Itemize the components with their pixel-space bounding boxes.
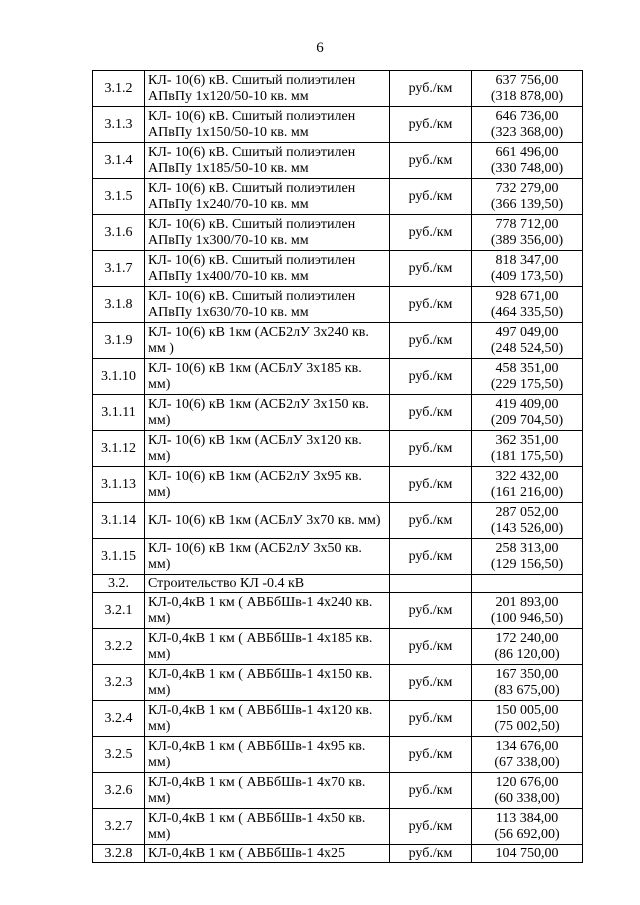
- item-name: КЛ- 10(6) кВ. Сшитый полиэтилен АПвПу 1х630/70-10 кв. мм: [145, 287, 390, 323]
- item-price-cell: [472, 395, 583, 431]
- item-price-half: (83 675,00): [494, 682, 560, 698]
- item-code: 3.1.10: [93, 359, 145, 395]
- item-price: 134 676,00: [495, 738, 559, 754]
- item-price-half: (209 704,50): [490, 412, 564, 428]
- item-code: 3.1.9: [93, 323, 145, 359]
- item-unit: руб./км: [390, 539, 472, 575]
- item-code: 3.2.: [93, 575, 145, 593]
- item-name: КЛ- 10(6) кВ 1км (АСБ2лУ 3х150 кв. мм): [145, 395, 390, 431]
- item-price-cell: [472, 71, 583, 107]
- item-unit: руб./км: [390, 701, 472, 737]
- item-code: 3.2.4: [93, 701, 145, 737]
- page-number: 6: [316, 40, 324, 56]
- item-price-half: (181 175,50): [490, 448, 564, 464]
- table-row: [93, 539, 583, 575]
- item-price-cell: [472, 143, 583, 179]
- item-price-cell: [472, 503, 583, 539]
- item-price: 362 351,00: [495, 432, 559, 448]
- item-price: 104 750,00: [495, 845, 559, 861]
- item-unit: руб./км: [390, 809, 472, 845]
- item-price-cell: [472, 575, 583, 593]
- table-row: [93, 737, 583, 773]
- item-price: 778 712,00: [495, 216, 559, 232]
- item-price-cell: [472, 701, 583, 737]
- item-price: 113 384,00: [495, 810, 559, 826]
- item-unit: руб./км: [390, 737, 472, 773]
- item-unit: руб./км: [390, 845, 472, 863]
- item-name: КЛ- 10(6) кВ. Сшитый полиэтилен АПвПу 1х120/50-10 кв. мм: [145, 71, 390, 107]
- price-table-body: [93, 71, 583, 863]
- item-code: 3.1.12: [93, 431, 145, 467]
- item-name: КЛ- 10(6) кВ. Сшитый полиэтилен АПвПу 1х150/50-10 кв. мм: [145, 107, 390, 143]
- item-price: 172 240,00: [495, 630, 559, 646]
- item-price: 818 347,00: [495, 252, 559, 268]
- item-name: КЛ- 10(6) кВ 1км (АСБ2лУ 3х95 кв. мм): [145, 467, 390, 503]
- item-price-cell: [472, 287, 583, 323]
- item-price-half: (129 156,50): [490, 556, 564, 572]
- item-price-cell: [472, 251, 583, 287]
- item-code: 3.1.7: [93, 251, 145, 287]
- item-name: КЛ- 10(6) кВ. Сшитый полиэтилен АПвПу 1х240/70-10 кв. мм: [145, 179, 390, 215]
- item-price-half: (100 946,50): [490, 610, 564, 626]
- table-row: [93, 665, 583, 701]
- table-row: [93, 179, 583, 215]
- table-row: [93, 107, 583, 143]
- item-name: КЛ-0,4кВ 1 км ( АВБбШв-1 4х95 кв. мм): [145, 737, 390, 773]
- item-unit: руб./км: [390, 107, 472, 143]
- table-row: [93, 467, 583, 503]
- item-price: 150 005,00: [495, 702, 559, 718]
- item-code: 3.2.1: [93, 593, 145, 629]
- item-unit: руб./км: [390, 467, 472, 503]
- table-row: [93, 593, 583, 629]
- item-price-cell: [472, 665, 583, 701]
- item-price-half: (143 526,00): [490, 520, 564, 536]
- item-unit: руб./км: [390, 179, 472, 215]
- item-price-cell: [472, 737, 583, 773]
- item-name: КЛ- 10(6) кВ. Сшитый полиэтилен АПвПу 1х300/70-10 кв. мм: [145, 215, 390, 251]
- item-unit: руб./км: [390, 71, 472, 107]
- section-row: [93, 575, 583, 593]
- item-price-cell: [472, 773, 583, 809]
- item-code: 3.2.2: [93, 629, 145, 665]
- item-price: 732 279,00: [495, 180, 559, 196]
- item-unit: руб./км: [390, 143, 472, 179]
- section-title: Строительство КЛ -0.4 кВ: [145, 575, 390, 593]
- item-name: КЛ- 10(6) кВ 1км (АСБ2лУ 3х240 кв. мм ): [145, 323, 390, 359]
- item-name: КЛ- 10(6) кВ 1км (АСБ2лУ 3х50 кв. мм): [145, 539, 390, 575]
- item-price-cell: [472, 629, 583, 665]
- item-price: 646 736,00: [495, 108, 559, 124]
- table-row: [93, 323, 583, 359]
- item-code: 3.1.14: [93, 503, 145, 539]
- item-name: КЛ-0,4кВ 1 км ( АВБбШв-1 4х120 кв. мм): [145, 701, 390, 737]
- item-code: 3.1.8: [93, 287, 145, 323]
- item-unit: руб./км: [390, 773, 472, 809]
- table-row: [93, 431, 583, 467]
- item-unit: [390, 575, 472, 593]
- item-name: КЛ-0,4кВ 1 км ( АВБбШв-1 4х150 кв. мм): [145, 665, 390, 701]
- table-row: [93, 809, 583, 845]
- item-price-cell: [472, 539, 583, 575]
- item-price: 419 409,00: [495, 396, 559, 412]
- item-price: 928 671,00: [495, 288, 559, 304]
- item-unit: руб./км: [390, 503, 472, 539]
- table-row: [93, 773, 583, 809]
- item-price-cell: [472, 467, 583, 503]
- scan-noise: [60, 6, 580, 18]
- item-name: КЛ- 10(6) кВ. Сшитый полиэтилен АПвПу 1х400/70-10 кв. мм: [145, 251, 390, 287]
- item-name: КЛ- 10(6) кВ. Сшитый полиэтилен АПвПу 1х185/50-10 кв. мм: [145, 143, 390, 179]
- item-code: 3.2.3: [93, 665, 145, 701]
- item-price: 201 893,00: [495, 594, 559, 610]
- table-row: [93, 395, 583, 431]
- item-price: 458 351,00: [495, 360, 559, 376]
- item-price: 258 313,00: [495, 540, 559, 556]
- table-row: [93, 629, 583, 665]
- item-price: 637 756,00: [495, 72, 559, 88]
- item-price-half: (248 524,50): [490, 340, 564, 356]
- item-code: 3.2.8: [93, 845, 145, 863]
- item-code: 3.2.7: [93, 809, 145, 845]
- item-price-half: (67 338,00): [494, 754, 560, 770]
- item-price-half: (75 002,50): [494, 718, 560, 734]
- item-price-half: (161 216,00): [490, 484, 564, 500]
- item-name: КЛ-0,4кВ 1 км ( АВБбШв-1 4х70 кв. мм): [145, 773, 390, 809]
- item-code: 3.1.13: [93, 467, 145, 503]
- item-unit: руб./км: [390, 629, 472, 665]
- item-price: 287 052,00: [495, 504, 559, 520]
- item-code: 3.2.6: [93, 773, 145, 809]
- item-price-half: (409 173,50): [490, 268, 564, 284]
- item-code: 3.2.5: [93, 737, 145, 773]
- item-unit: руб./км: [390, 251, 472, 287]
- item-name: КЛ-0,4кВ 1 км ( АВБбШв-1 4х240 кв. мм): [145, 593, 390, 629]
- table-row: [93, 845, 583, 863]
- item-price: 120 676,00: [495, 774, 559, 790]
- table-row: [93, 215, 583, 251]
- item-name: КЛ- 10(6) кВ 1км (АСБлУ 3х70 кв. мм): [145, 503, 390, 539]
- table-row: [93, 287, 583, 323]
- item-unit: руб./км: [390, 395, 472, 431]
- item-price-cell: [472, 809, 583, 845]
- item-price: 322 432,00: [495, 468, 559, 484]
- table-row: [93, 359, 583, 395]
- item-price-half: (56 692,00): [494, 826, 560, 842]
- item-code: 3.1.5: [93, 179, 145, 215]
- table-row: [93, 71, 583, 107]
- item-unit: руб./км: [390, 359, 472, 395]
- item-price-half: (323 368,00): [490, 124, 564, 140]
- item-price-half: (366 139,50): [490, 196, 564, 212]
- item-code: 3.1.2: [93, 71, 145, 107]
- item-name: КЛ-0,4кВ 1 км ( АВБбШв-1 4х50 кв. мм): [145, 809, 390, 845]
- table-row: [93, 503, 583, 539]
- item-price-cell: [472, 215, 583, 251]
- item-price: 167 350,00: [495, 666, 559, 682]
- item-code: 3.1.4: [93, 143, 145, 179]
- item-unit: руб./км: [390, 431, 472, 467]
- item-unit: руб./км: [390, 323, 472, 359]
- item-price-cell: [472, 359, 583, 395]
- item-unit: руб./км: [390, 287, 472, 323]
- item-unit: руб./км: [390, 665, 472, 701]
- item-price-cell: [472, 845, 583, 863]
- item-price-cell: [472, 323, 583, 359]
- item-code: 3.1.3: [93, 107, 145, 143]
- item-price-half: (318 878,00): [490, 88, 564, 104]
- item-code: 3.1.6: [93, 215, 145, 251]
- item-price-cell: [472, 593, 583, 629]
- item-price-cell: [472, 431, 583, 467]
- table-row: [93, 701, 583, 737]
- item-name: КЛ-0,4кВ 1 км ( АВБбШв-1 4х25: [145, 845, 390, 863]
- item-price: 497 049,00: [495, 324, 559, 340]
- item-unit: руб./км: [390, 593, 472, 629]
- price-table: [92, 70, 583, 863]
- table-row: [93, 143, 583, 179]
- item-name: КЛ- 10(6) кВ 1км (АСБлУ 3х120 кв. мм): [145, 431, 390, 467]
- item-code: 3.1.15: [93, 539, 145, 575]
- item-price-cell: [472, 179, 583, 215]
- item-code: 3.1.11: [93, 395, 145, 431]
- item-name: КЛ-0,4кВ 1 км ( АВБбШв-1 4х185 кв. мм): [145, 629, 390, 665]
- item-price-half: (389 356,00): [490, 232, 564, 248]
- item-unit: руб./км: [390, 215, 472, 251]
- item-price-half: (60 338,00): [494, 790, 560, 806]
- item-price-half: (229 175,50): [490, 376, 564, 392]
- item-price-half: (464 335,50): [490, 304, 564, 320]
- item-price-half: (330 748,00): [490, 160, 564, 176]
- item-price-half: (86 120,00): [494, 646, 560, 662]
- table-row: [93, 251, 583, 287]
- item-price: 661 496,00: [495, 144, 559, 160]
- item-price-cell: [472, 107, 583, 143]
- item-name: КЛ- 10(6) кВ 1км (АСБлУ 3х185 кв. мм): [145, 359, 390, 395]
